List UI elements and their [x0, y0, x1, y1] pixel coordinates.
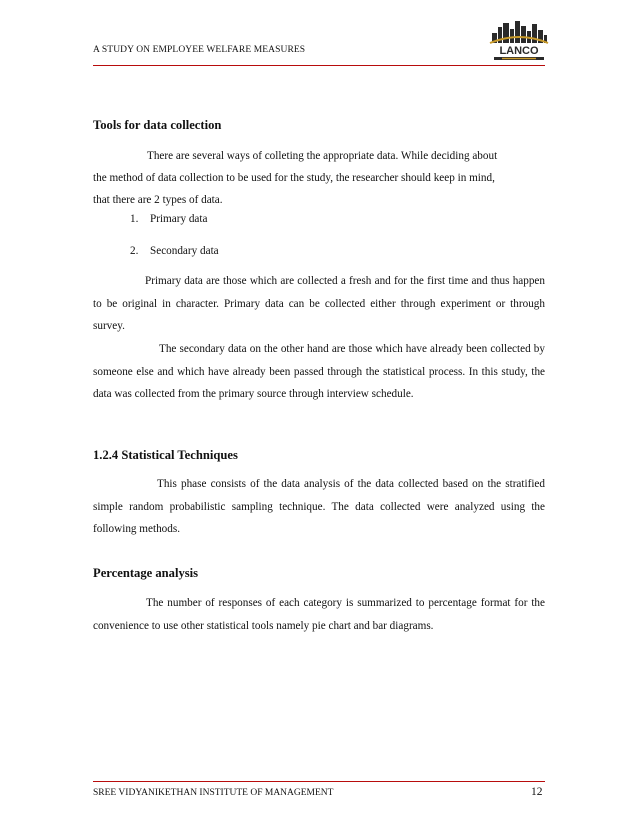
section-heading-tools: Tools for data collection — [93, 118, 222, 132]
footer-rule — [93, 781, 545, 782]
tools-intro-line-2: the method of data collection to be used for the study, the researcher should keep in mind, — [93, 172, 495, 184]
list-item-label: Secondary data — [150, 245, 219, 257]
list-item — [130, 213, 207, 225]
list-item-number: 1. — [130, 213, 139, 225]
list-item — [130, 245, 219, 257]
section-heading-statistical-techniques: 1.2.4 Statistical Techniques — [93, 448, 238, 462]
footer-institute: SREE VIDYANIKETHAN INSTITUTE OF MANAGEMENT — [93, 788, 334, 798]
primary-data-paragraph: Primary data are those which are collected a fresh and for the first time and thus happen to be original in character. Primary data can be collected either through experiment or through survey. — [93, 275, 545, 333]
company-logo — [488, 17, 550, 63]
page-number: 12 — [531, 786, 543, 798]
statistical-techniques-paragraph: This phase consists of the data analysis of the data collected based on the stratified simple random probabilistic sampling technique. The data collected were analyzed using the following methods. — [93, 478, 545, 536]
percentage-analysis-paragraph: The number of responses of each category is summarized to percentage format for the convenience to use other statistical tools namely pie chart and bar diagrams. — [93, 597, 545, 632]
list-item-label: Primary data — [150, 213, 208, 225]
section-heading-percentage-analysis: Percentage analysis — [93, 566, 199, 580]
list-item-number: 2. — [130, 245, 139, 257]
secondary-data-paragraph: The secondary data on the other hand are those which have already been collected by someone else and which have already been passed through the statistical process. In this study, the data was collected from the primary source through interview schedule. — [93, 343, 545, 401]
tools-intro-line-1: There are several ways of colleting the appropriate data. While deciding about — [147, 150, 498, 162]
header-title: A STUDY ON EMPLOYEE WELFARE MEASURES — [93, 45, 306, 55]
tools-intro-line-3: that there are 2 types of data. — [93, 194, 223, 206]
logo-text: LANCO — [499, 45, 539, 57]
header-rule — [93, 65, 545, 66]
